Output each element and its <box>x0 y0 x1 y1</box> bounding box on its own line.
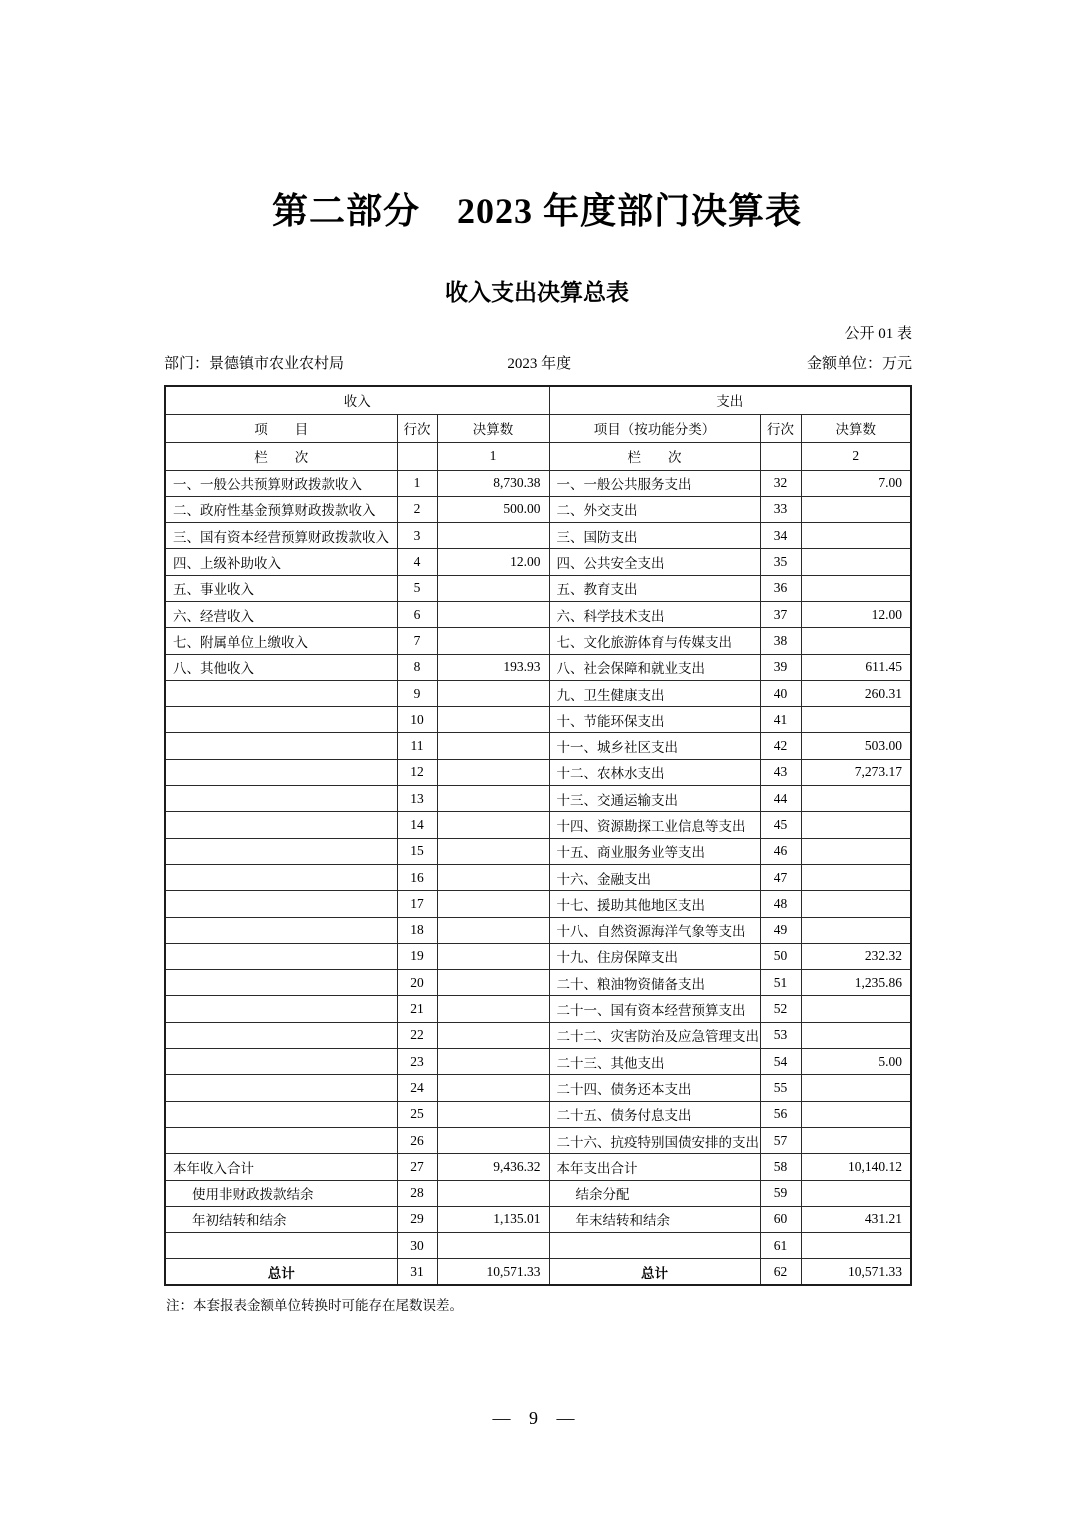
expense-amount-cell: 7.00 <box>801 470 911 496</box>
expense-amount-cell <box>801 628 911 654</box>
expense-item-cell: 总计 <box>549 1259 760 1285</box>
income-rowno-cell: 26 <box>397 1127 437 1153</box>
table-row <box>165 470 911 496</box>
income-amount-cell <box>437 891 549 917</box>
income-amount-cell <box>437 943 549 969</box>
income-amount-cell: 500.00 <box>437 496 549 522</box>
expense-item-header: 项目（按功能分类） <box>549 414 760 442</box>
expense-rowno-cell: 46 <box>760 838 801 864</box>
year-label: 2023 年度 <box>507 356 572 372</box>
expense-amount-cell: 7,273.17 <box>801 759 911 785</box>
income-item-cell <box>165 864 397 890</box>
income-item-cell <box>165 786 397 812</box>
expense-item-cell: 十三、交通运输支出 <box>549 786 760 812</box>
table-row <box>165 1154 911 1180</box>
expense-section-header: 支出 <box>549 386 911 414</box>
income-rowno-cell: 20 <box>397 970 437 996</box>
expense-amount-cell <box>801 1127 911 1153</box>
expense-amount-cell: 232.32 <box>801 943 911 969</box>
income-rowno-cell: 25 <box>397 1101 437 1127</box>
income-item-cell <box>165 1022 397 1048</box>
expense-rowno-cell: 49 <box>760 917 801 943</box>
expense-item-cell: 十八、自然资源海洋气象等支出 <box>549 917 760 943</box>
expense-rowno-cell: 53 <box>760 1022 801 1048</box>
expense-item-cell: 九、卫生健康支出 <box>549 680 760 706</box>
table-row <box>165 759 911 785</box>
income-item-cell <box>165 943 397 969</box>
income-item-cell: 一、一般公共预算财政拨款收入 <box>165 470 397 496</box>
expense-item-cell: 二、外交支出 <box>549 496 760 522</box>
expense-rowno-cell: 42 <box>760 733 801 759</box>
expense-rowno-cell: 33 <box>760 496 801 522</box>
expense-item-cell <box>549 1233 760 1259</box>
expense-item-cell: 二十一、国有资本经营预算支出 <box>549 996 760 1022</box>
expense-rowno-cell: 51 <box>760 970 801 996</box>
expense-item-cell: 五、教育支出 <box>549 575 760 601</box>
income-rowno-cell: 19 <box>397 943 437 969</box>
expense-rowno-cell: 50 <box>760 943 801 969</box>
income-column-index: 1 <box>437 442 549 470</box>
expense-item-cell: 二十五、债务付息支出 <box>549 1101 760 1127</box>
income-rowno-cell: 17 <box>397 891 437 917</box>
income-item-cell <box>165 996 397 1022</box>
expense-amount-cell <box>801 1180 911 1206</box>
table-row <box>165 1101 911 1127</box>
expense-rowno-cell: 43 <box>760 759 801 785</box>
expense-lanci-label: 栏 次 <box>549 442 760 470</box>
income-item-cell: 本年收入合计 <box>165 1154 397 1180</box>
income-rowno-cell: 8 <box>397 654 437 680</box>
expense-rowno-cell: 56 <box>760 1101 801 1127</box>
table-row <box>165 733 911 759</box>
expense-amount-cell: 503.00 <box>801 733 911 759</box>
income-item-cell: 五、事业收入 <box>165 575 397 601</box>
income-amount-cell <box>437 786 549 812</box>
section-header-row <box>165 386 911 414</box>
page-title: 第二部分 2023 年度部门决算表 <box>271 191 802 231</box>
income-rowno-cell: 7 <box>397 628 437 654</box>
expense-rowno-cell: 41 <box>760 707 801 733</box>
expense-item-cell: 二十三、其他支出 <box>549 1049 760 1075</box>
table-row <box>165 838 911 864</box>
expense-rowno-cell: 35 <box>760 549 801 575</box>
expense-rowno-header: 行次 <box>760 414 801 442</box>
expense-column-index: 2 <box>801 442 911 470</box>
expense-amount-cell <box>801 1101 911 1127</box>
expense-item-cell: 三、国防支出 <box>549 523 760 549</box>
expense-amount-cell <box>801 1233 911 1259</box>
expense-item-cell: 年末结转和结余 <box>549 1206 760 1232</box>
income-lanci-empty <box>397 442 437 470</box>
table-row <box>165 707 911 733</box>
expense-rowno-cell: 40 <box>760 680 801 706</box>
income-amount-cell: 1,135.01 <box>437 1206 549 1232</box>
income-rowno-cell: 14 <box>397 812 437 838</box>
table-row <box>165 970 911 996</box>
table-row <box>165 1127 911 1153</box>
income-item-cell <box>165 707 397 733</box>
expense-rowno-cell: 39 <box>760 654 801 680</box>
income-rowno-cell: 16 <box>397 864 437 890</box>
expense-amount-cell <box>801 707 911 733</box>
income-item-cell <box>165 970 397 996</box>
expense-item-cell: 一、一般公共服务支出 <box>549 470 760 496</box>
expense-amount-cell <box>801 496 911 522</box>
table-row <box>165 864 911 890</box>
expense-amount-cell: 1,235.86 <box>801 970 911 996</box>
table-row <box>165 549 911 575</box>
department-label: 部门：景德镇市农业农村局 <box>164 356 345 372</box>
income-rowno-cell: 24 <box>397 1075 437 1101</box>
income-item-cell <box>165 1101 397 1127</box>
expense-item-cell: 八、社会保障和就业支出 <box>549 654 760 680</box>
expense-item-cell: 十五、商业服务业等支出 <box>549 838 760 864</box>
income-amount-cell <box>437 996 549 1022</box>
income-amount-cell <box>437 601 549 627</box>
income-rowno-cell: 30 <box>397 1233 437 1259</box>
expense-rowno-cell: 48 <box>760 891 801 917</box>
income-amount-cell <box>437 733 549 759</box>
income-amount-cell <box>437 864 549 890</box>
expense-amount-cell <box>801 523 911 549</box>
expense-amount-cell <box>801 864 911 890</box>
table-row <box>165 628 911 654</box>
income-rowno-cell: 12 <box>397 759 437 785</box>
income-item-cell <box>165 1049 397 1075</box>
expense-rowno-cell: 62 <box>760 1259 801 1285</box>
income-item-cell: 四、上级补助收入 <box>165 549 397 575</box>
page-number: — 9 — <box>492 1408 582 1428</box>
table-row <box>165 1022 911 1048</box>
expense-rowno-cell: 57 <box>760 1127 801 1153</box>
expense-item-cell: 十四、资源勘探工业信息等支出 <box>549 812 760 838</box>
column-index-row <box>165 442 911 470</box>
table-row <box>165 1180 911 1206</box>
income-amount-cell <box>437 707 549 733</box>
expense-amount-cell: 10,140.12 <box>801 1154 911 1180</box>
income-amount-cell <box>437 575 549 601</box>
income-rowno-header: 行次 <box>397 414 437 442</box>
expense-amount-cell: 611.45 <box>801 654 911 680</box>
income-item-cell <box>165 812 397 838</box>
expense-amount-cell: 431.21 <box>801 1206 911 1232</box>
table-row <box>165 575 911 601</box>
expense-rowno-cell: 36 <box>760 575 801 601</box>
table-body <box>165 470 911 1285</box>
expense-amount-cell <box>801 812 911 838</box>
income-rowno-cell: 10 <box>397 707 437 733</box>
expense-item-cell: 十二、农林水支出 <box>549 759 760 785</box>
income-rowno-cell: 4 <box>397 549 437 575</box>
expense-amount-header: 决算数 <box>801 414 911 442</box>
income-rowno-cell: 11 <box>397 733 437 759</box>
income-section-header: 收入 <box>165 386 549 414</box>
expense-amount-cell <box>801 575 911 601</box>
income-item-cell: 六、经营收入 <box>165 601 397 627</box>
expense-rowno-cell: 34 <box>760 523 801 549</box>
expense-amount-cell <box>801 838 911 864</box>
table-label: 公开 01 表 <box>844 326 912 342</box>
income-amount-cell <box>437 838 549 864</box>
income-item-cell: 年初结转和结余 <box>165 1206 397 1232</box>
income-rowno-cell: 28 <box>397 1180 437 1206</box>
income-item-cell <box>165 1127 397 1153</box>
income-rowno-cell: 13 <box>397 786 437 812</box>
expense-amount-cell: 10,571.33 <box>801 1259 911 1285</box>
income-lanci-label: 栏 次 <box>165 442 397 470</box>
income-item-cell: 三、国有资本经营预算财政拨款收入 <box>165 523 397 549</box>
income-rowno-cell: 1 <box>397 470 437 496</box>
expense-rowno-cell: 55 <box>760 1075 801 1101</box>
income-item-cell: 使用非财政拨款结余 <box>165 1180 397 1206</box>
table-row <box>165 654 911 680</box>
income-rowno-cell: 21 <box>397 996 437 1022</box>
page-subtitle: 收入支出决算总表 <box>445 279 629 305</box>
income-amount-cell <box>437 1022 549 1048</box>
income-amount-cell <box>437 1180 549 1206</box>
expense-amount-cell <box>801 1075 911 1101</box>
income-amount-cell <box>437 970 549 996</box>
expense-item-cell: 十、节能环保支出 <box>549 707 760 733</box>
expense-rowno-cell: 37 <box>760 601 801 627</box>
table-row <box>165 680 911 706</box>
table-row <box>165 1206 911 1232</box>
table-row <box>165 1233 911 1259</box>
footnote: 注：本套报表金额单位转换时可能存在尾数误差。 <box>166 1298 463 1313</box>
expense-rowno-cell: 45 <box>760 812 801 838</box>
income-item-cell <box>165 733 397 759</box>
expense-amount-cell <box>801 786 911 812</box>
table-row <box>165 1049 911 1075</box>
table-row <box>165 1259 911 1285</box>
table-row <box>165 601 911 627</box>
table-row <box>165 812 911 838</box>
table-row <box>165 1075 911 1101</box>
expense-rowno-cell: 38 <box>760 628 801 654</box>
income-item-header: 项 目 <box>165 414 397 442</box>
expense-item-cell: 六、科学技术支出 <box>549 601 760 627</box>
budget-table <box>164 385 912 1286</box>
income-item-cell <box>165 759 397 785</box>
income-item-cell <box>165 838 397 864</box>
expense-amount-cell: 12.00 <box>801 601 911 627</box>
income-amount-cell: 8,730.38 <box>437 470 549 496</box>
table-row <box>165 996 911 1022</box>
expense-amount-cell: 5.00 <box>801 1049 911 1075</box>
income-amount-cell <box>437 917 549 943</box>
table-row <box>165 786 911 812</box>
expense-item-cell: 二十六、抗疫特别国债安排的支出 <box>549 1127 760 1153</box>
income-rowno-cell: 18 <box>397 917 437 943</box>
income-amount-cell <box>437 680 549 706</box>
expense-amount-cell <box>801 891 911 917</box>
expense-item-cell: 二十四、债务还本支出 <box>549 1075 760 1101</box>
income-item-cell: 八、其他收入 <box>165 654 397 680</box>
expense-item-cell: 十九、住房保障支出 <box>549 943 760 969</box>
income-item-cell: 七、附属单位上缴收入 <box>165 628 397 654</box>
income-amount-cell: 9,436.32 <box>437 1154 549 1180</box>
expense-item-cell: 二十、粮油物资储备支出 <box>549 970 760 996</box>
income-amount-cell: 12.00 <box>437 549 549 575</box>
expense-amount-cell <box>801 1022 911 1048</box>
expense-rowno-cell: 59 <box>760 1180 801 1206</box>
income-amount-cell: 193.93 <box>437 654 549 680</box>
income-amount-header: 决算数 <box>437 414 549 442</box>
income-rowno-cell: 29 <box>397 1206 437 1232</box>
income-item-cell <box>165 917 397 943</box>
table-row <box>165 523 911 549</box>
expense-item-cell: 四、公共安全支出 <box>549 549 760 575</box>
expense-rowno-cell: 58 <box>760 1154 801 1180</box>
expense-rowno-cell: 52 <box>760 996 801 1022</box>
income-item-cell <box>165 1233 397 1259</box>
income-amount-cell <box>437 759 549 785</box>
income-rowno-cell: 9 <box>397 680 437 706</box>
expense-rowno-cell: 32 <box>760 470 801 496</box>
expense-item-cell: 十七、援助其他地区支出 <box>549 891 760 917</box>
meta-row <box>164 352 912 374</box>
income-rowno-cell: 22 <box>397 1022 437 1048</box>
table-row <box>165 917 911 943</box>
expense-item-cell: 结余分配 <box>549 1180 760 1206</box>
expense-rowno-cell: 61 <box>760 1233 801 1259</box>
expense-item-cell: 七、文化旅游体育与传媒支出 <box>549 628 760 654</box>
income-rowno-cell: 15 <box>397 838 437 864</box>
expense-item-cell: 本年支出合计 <box>549 1154 760 1180</box>
income-rowno-cell: 27 <box>397 1154 437 1180</box>
income-rowno-cell: 6 <box>397 601 437 627</box>
income-amount-cell <box>437 1075 549 1101</box>
income-item-cell: 二、政府性基金预算财政拨款收入 <box>165 496 397 522</box>
income-amount-cell <box>437 1049 549 1075</box>
income-amount-cell <box>437 1233 549 1259</box>
expense-amount-cell <box>801 996 911 1022</box>
income-rowno-cell: 2 <box>397 496 437 522</box>
income-amount-cell <box>437 812 549 838</box>
expense-item-cell: 十六、金融支出 <box>549 864 760 890</box>
income-amount-cell <box>437 1101 549 1127</box>
income-rowno-cell: 31 <box>397 1259 437 1285</box>
expense-item-cell: 二十二、灾害防治及应急管理支出 <box>549 1022 760 1048</box>
unit-label: 金额单位：万元 <box>806 356 912 372</box>
table-row <box>165 496 911 522</box>
income-amount-cell <box>437 1127 549 1153</box>
expense-item-cell: 十一、城乡社区支出 <box>549 733 760 759</box>
expense-amount-cell <box>801 549 911 575</box>
income-rowno-cell: 3 <box>397 523 437 549</box>
income-rowno-cell: 5 <box>397 575 437 601</box>
income-item-cell <box>165 1075 397 1101</box>
expense-amount-cell: 260.31 <box>801 680 911 706</box>
expense-rowno-cell: 44 <box>760 786 801 812</box>
expense-lanci-empty <box>760 442 801 470</box>
expense-rowno-cell: 60 <box>760 1206 801 1232</box>
income-amount-cell: 10,571.33 <box>437 1259 549 1285</box>
income-rowno-cell: 23 <box>397 1049 437 1075</box>
income-item-cell <box>165 891 397 917</box>
table-row <box>165 891 911 917</box>
expense-rowno-cell: 47 <box>760 864 801 890</box>
income-amount-cell <box>437 523 549 549</box>
expense-amount-cell <box>801 917 911 943</box>
table-row <box>165 943 911 969</box>
income-item-cell <box>165 680 397 706</box>
income-item-cell: 总计 <box>165 1259 397 1285</box>
column-header-row <box>165 414 911 442</box>
expense-rowno-cell: 54 <box>760 1049 801 1075</box>
income-amount-cell <box>437 628 549 654</box>
